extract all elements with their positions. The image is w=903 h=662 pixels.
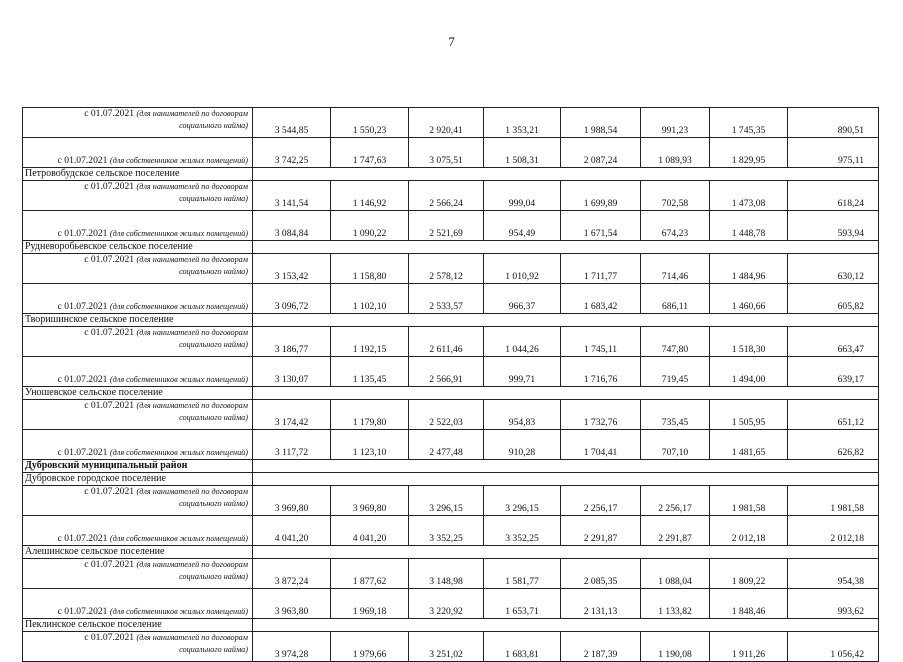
date-prefix: с 01.07.2021 <box>84 632 135 643</box>
tariff-value-cell: 1 809,22 <box>710 559 788 589</box>
tariff-value-cell: 2 256,17 <box>641 486 710 516</box>
section-empty-cell <box>253 168 879 181</box>
district-title: Дубровский муниципальный район <box>23 460 253 473</box>
tariff-value-cell: 3 096,72 <box>253 284 331 314</box>
tariff-value-cell: 3 251,02 <box>409 632 484 662</box>
tariff-value-cell: 2 012,18 <box>710 516 788 546</box>
tariff-value-cell: 966,37 <box>484 284 561 314</box>
date-prefix: с 01.07.2021 <box>57 447 108 458</box>
label-line-2 <box>27 266 248 278</box>
tariff-value-cell: 2 578,12 <box>409 254 484 284</box>
tariff-value-cell: 2 477,48 <box>409 430 484 460</box>
owner-note: (для собственников жилых помещений) <box>109 302 248 311</box>
table-body <box>23 108 879 662</box>
tariff-value-cell: 2 920,41 <box>409 108 484 138</box>
tariff-value-cell: 1 979,66 <box>331 632 409 662</box>
tariff-value-cell: 3 969,80 <box>331 486 409 516</box>
owner-note: (для собственников жилых помещений) <box>109 229 248 238</box>
tariff-value-cell: 2 533,57 <box>409 284 484 314</box>
section-empty-cell <box>253 387 879 400</box>
tenant-note-1: (для нанимателей по договорам <box>136 560 248 569</box>
tariff-value-cell: 630,12 <box>788 254 879 284</box>
row-label <box>23 327 253 357</box>
tariff-value-cell: 1 683,42 <box>561 284 641 314</box>
tariff-value-cell: 1 135,45 <box>331 357 409 387</box>
tariff-value-cell: 3 974,28 <box>253 632 331 662</box>
row-label <box>23 284 253 314</box>
tariff-value-cell: 1 460,66 <box>710 284 788 314</box>
settlement-title: Уношевское сельское поселение <box>23 387 253 400</box>
tariff-value-cell: 2 566,91 <box>409 357 484 387</box>
tariff-value-cell: 3 117,72 <box>253 430 331 460</box>
tariff-value-cell: 3 084,84 <box>253 211 331 241</box>
tariff-value-cell: 3 220,92 <box>409 589 484 619</box>
tariff-value-cell: 719,45 <box>641 357 710 387</box>
date-prefix: с 01.07.2021 <box>57 606 108 617</box>
owner-note: (для собственников жилых помещений) <box>109 607 248 616</box>
label-line-2 <box>27 120 248 132</box>
date-prefix: с 01.07.2021 <box>57 533 108 544</box>
settlement-header-row <box>23 241 879 254</box>
label-line-1 <box>27 254 248 266</box>
settlement-title: Дубровское городское поселение <box>23 473 253 486</box>
date-prefix: с 01.07.2021 <box>57 228 108 239</box>
row-label <box>23 632 253 662</box>
tariff-table <box>22 107 879 662</box>
owner-tariff-row <box>23 211 879 241</box>
row-label <box>23 559 253 589</box>
owner-tariff-row <box>23 138 879 168</box>
tariff-value-cell: 3 352,25 <box>409 516 484 546</box>
tariff-value-cell: 663,47 <box>788 327 879 357</box>
tariff-value-cell: 714,46 <box>641 254 710 284</box>
tenant-note-2: социального найма) <box>179 340 248 349</box>
tenant-tariff-row <box>23 254 879 284</box>
tariff-value-cell: 1 518,30 <box>710 327 788 357</box>
tariff-value-cell: 3 742,25 <box>253 138 331 168</box>
tariff-value-cell: 2 131,13 <box>561 589 641 619</box>
owner-tariff-row <box>23 430 879 460</box>
tenant-note-1: (для нанимателей по договорам <box>136 109 248 118</box>
settlement-header-row <box>23 387 879 400</box>
settlement-title: Алешинское сельское поселение <box>23 546 253 559</box>
label-line-1 <box>27 486 248 498</box>
date-prefix: с 01.07.2021 <box>84 559 135 570</box>
tenant-note-2: социального найма) <box>179 572 248 581</box>
district-header-row <box>23 460 879 473</box>
label-line-2 <box>27 193 248 205</box>
row-label <box>23 486 253 516</box>
settlement-header-row <box>23 546 879 559</box>
settlement-header-row <box>23 619 879 632</box>
tariff-value-cell: 605,82 <box>788 284 879 314</box>
tariff-value-cell: 702,58 <box>641 181 710 211</box>
tariff-value-cell: 626,82 <box>788 430 879 460</box>
tenant-note-2: социального найма) <box>179 194 248 203</box>
tariff-value-cell: 707,10 <box>641 430 710 460</box>
row-label <box>23 357 253 387</box>
tariff-value-cell: 674,23 <box>641 211 710 241</box>
label-line-2 <box>27 498 248 510</box>
label-line-1 <box>27 559 248 571</box>
tariff-value-cell: 4 041,20 <box>331 516 409 546</box>
tariff-value-cell: 1 190,08 <box>641 632 710 662</box>
tariff-value-cell: 3 963,80 <box>253 589 331 619</box>
tariff-value-cell: 3 969,80 <box>253 486 331 516</box>
tariff-value-cell: 1 089,93 <box>641 138 710 168</box>
tariff-value-cell: 593,94 <box>788 211 879 241</box>
tariff-value-cell: 1 088,04 <box>641 559 710 589</box>
tariff-value-cell: 639,17 <box>788 357 879 387</box>
label-line-1 <box>27 108 248 120</box>
tariff-value-cell: 991,23 <box>641 108 710 138</box>
tariff-value-cell: 1 448,78 <box>710 211 788 241</box>
tariff-value-cell: 1 158,80 <box>331 254 409 284</box>
tariff-value-cell: 954,49 <box>484 211 561 241</box>
row-label <box>23 254 253 284</box>
tariff-value-cell: 2 256,17 <box>561 486 641 516</box>
date-prefix: с 01.07.2021 <box>57 155 108 166</box>
tenant-tariff-row <box>23 486 879 516</box>
tenant-note-2: социального найма) <box>179 645 248 654</box>
tariff-value-cell: 3 352,25 <box>484 516 561 546</box>
tariff-value-cell: 1 581,77 <box>484 559 561 589</box>
tariff-value-cell: 1 848,46 <box>710 589 788 619</box>
tenant-note-1: (для нанимателей по договорам <box>136 182 248 191</box>
label-line-1 <box>27 181 248 193</box>
row-label <box>23 211 253 241</box>
section-empty-cell <box>253 314 879 327</box>
date-prefix: с 01.07.2021 <box>57 301 108 312</box>
label-line-2 <box>27 644 248 656</box>
tenant-note-1: (для нанимателей по договорам <box>136 255 248 264</box>
owner-note: (для собственников жилых помещений) <box>109 156 248 165</box>
section-empty-cell <box>253 546 879 559</box>
tenant-note-2: социального найма) <box>179 267 248 276</box>
tariff-value-cell: 1 494,00 <box>710 357 788 387</box>
tariff-value-cell: 1 484,96 <box>710 254 788 284</box>
tariff-value-cell: 999,04 <box>484 181 561 211</box>
tariff-value-cell: 1 981,58 <box>710 486 788 516</box>
settlement-title: Петровобудское сельское поселение <box>23 168 253 181</box>
tenant-note-1: (для нанимателей по договорам <box>136 487 248 496</box>
tariff-value-cell: 2 521,69 <box>409 211 484 241</box>
tariff-value-cell: 1 829,95 <box>710 138 788 168</box>
tariff-value-cell: 651,12 <box>788 400 879 430</box>
tariff-value-cell: 1 745,11 <box>561 327 641 357</box>
tariff-value-cell: 1 473,08 <box>710 181 788 211</box>
tariff-value-cell: 1 353,21 <box>484 108 561 138</box>
tariff-value-cell: 1 010,92 <box>484 254 561 284</box>
tariff-value-cell: 3 174,42 <box>253 400 331 430</box>
tariff-value-cell: 1 090,22 <box>331 211 409 241</box>
tariff-value-cell: 2 291,87 <box>641 516 710 546</box>
tenant-note-1: (для нанимателей по договорам <box>136 401 248 410</box>
date-prefix: с 01.07.2021 <box>84 486 135 497</box>
owner-note: (для собственников жилых помещений) <box>109 448 248 457</box>
owner-note: (для собственников жилых помещений) <box>109 534 248 543</box>
row-label <box>23 430 253 460</box>
tariff-value-cell: 993,62 <box>788 589 879 619</box>
tariff-value-cell: 1 988,54 <box>561 108 641 138</box>
tariff-value-cell: 999,71 <box>484 357 561 387</box>
tariff-value-cell: 1 716,76 <box>561 357 641 387</box>
tenant-note-2: социального найма) <box>179 499 248 508</box>
tariff-value-cell: 2 085,35 <box>561 559 641 589</box>
tariff-value-cell: 2 522,03 <box>409 400 484 430</box>
tariff-value-cell: 890,51 <box>788 108 879 138</box>
tariff-value-cell: 1 179,80 <box>331 400 409 430</box>
tenant-tariff-row <box>23 559 879 589</box>
label-line-2 <box>27 571 248 583</box>
tariff-value-cell: 1 192,15 <box>331 327 409 357</box>
tariff-value-cell: 910,28 <box>484 430 561 460</box>
tariff-value-cell: 3 148,98 <box>409 559 484 589</box>
label-line-2 <box>27 412 248 424</box>
tenant-note-1: (для нанимателей по договорам <box>136 328 248 337</box>
row-label <box>23 108 253 138</box>
tariff-value-cell: 3 296,15 <box>484 486 561 516</box>
tariff-value-cell: 1 699,89 <box>561 181 641 211</box>
owner-tariff-row <box>23 357 879 387</box>
tenant-note-2: социального найма) <box>179 121 248 130</box>
row-label <box>23 181 253 211</box>
tenant-note-2: социального найма) <box>179 413 248 422</box>
tariff-value-cell: 735,45 <box>641 400 710 430</box>
tariff-value-cell: 1 747,63 <box>331 138 409 168</box>
tariff-value-cell: 1 704,41 <box>561 430 641 460</box>
owner-tariff-row <box>23 284 879 314</box>
tariff-value-cell: 1 123,10 <box>331 430 409 460</box>
tariff-value-cell: 1 102,10 <box>331 284 409 314</box>
tariff-value-cell: 1 653,71 <box>484 589 561 619</box>
tariff-value-cell: 2 611,46 <box>409 327 484 357</box>
tariff-value-cell: 2 566,24 <box>409 181 484 211</box>
tariff-value-cell: 1 508,31 <box>484 138 561 168</box>
section-empty-cell <box>253 460 879 473</box>
settlement-title: Творишинское сельское поселение <box>23 314 253 327</box>
label-line-1 <box>27 632 248 644</box>
tariff-value-cell: 1 056,42 <box>788 632 879 662</box>
tariff-value-cell: 618,24 <box>788 181 879 211</box>
date-prefix: с 01.07.2021 <box>57 374 108 385</box>
tariff-value-cell: 1 877,62 <box>331 559 409 589</box>
settlement-title: Рудневоробьевское сельское поселение <box>23 241 253 254</box>
tariff-value-cell: 2 087,24 <box>561 138 641 168</box>
tenant-note-1: (для нанимателей по договорам <box>136 633 248 642</box>
tariff-value-cell: 3 075,51 <box>409 138 484 168</box>
date-prefix: с 01.07.2021 <box>84 181 135 192</box>
tariff-value-cell: 1 911,26 <box>710 632 788 662</box>
date-prefix: с 01.07.2021 <box>84 400 135 411</box>
owner-tariff-row <box>23 516 879 546</box>
tariff-value-cell: 1 711,77 <box>561 254 641 284</box>
tariff-value-cell: 3 141,54 <box>253 181 331 211</box>
date-prefix: с 01.07.2021 <box>84 108 135 119</box>
tariff-value-cell: 954,38 <box>788 559 879 589</box>
tariff-value-cell: 2 187,39 <box>561 632 641 662</box>
date-prefix: с 01.07.2021 <box>84 254 135 265</box>
tariff-value-cell: 1 671,54 <box>561 211 641 241</box>
tariff-value-cell: 1 133,82 <box>641 589 710 619</box>
tariff-value-cell: 1 745,35 <box>710 108 788 138</box>
row-label <box>23 516 253 546</box>
tariff-value-cell: 3 186,77 <box>253 327 331 357</box>
tenant-tariff-row <box>23 327 879 357</box>
tariff-value-cell: 1 505,95 <box>710 400 788 430</box>
tariff-value-cell: 686,11 <box>641 284 710 314</box>
owner-tariff-row <box>23 589 879 619</box>
tenant-tariff-row <box>23 400 879 430</box>
tariff-value-cell: 3 296,15 <box>409 486 484 516</box>
section-empty-cell <box>253 241 879 254</box>
label-line-1 <box>27 327 248 339</box>
settlement-header-row <box>23 314 879 327</box>
page-number: 7 <box>448 34 455 49</box>
row-label <box>23 589 253 619</box>
tariff-value-cell: 975,11 <box>788 138 879 168</box>
tariff-value-cell: 2 291,87 <box>561 516 641 546</box>
label-line-2 <box>27 339 248 351</box>
label-line-1 <box>27 400 248 412</box>
tariff-value-cell: 1 969,18 <box>331 589 409 619</box>
settlement-header-row <box>23 168 879 181</box>
tariff-value-cell: 3 130,07 <box>253 357 331 387</box>
tenant-tariff-row <box>23 181 879 211</box>
section-empty-cell <box>253 473 879 486</box>
tenant-tariff-row <box>23 632 879 662</box>
tariff-value-cell: 1 732,76 <box>561 400 641 430</box>
owner-note: (для собственников жилых помещений) <box>109 375 248 384</box>
tariff-value-cell: 2 012,18 <box>788 516 879 546</box>
tariff-value-cell: 4 041,20 <box>253 516 331 546</box>
tariff-value-cell: 1 044,26 <box>484 327 561 357</box>
tariff-value-cell: 3 544,85 <box>253 108 331 138</box>
tariff-value-cell: 747,80 <box>641 327 710 357</box>
settlement-header-row <box>23 473 879 486</box>
tariff-value-cell: 3 872,24 <box>253 559 331 589</box>
tariff-value-cell: 3 153,42 <box>253 254 331 284</box>
settlement-title: Пеклинское сельское поселение <box>23 619 253 632</box>
date-prefix: с 01.07.2021 <box>84 327 135 338</box>
tenant-tariff-row <box>23 108 879 138</box>
tariff-value-cell: 1 146,92 <box>331 181 409 211</box>
section-empty-cell <box>253 619 879 632</box>
tariff-value-cell: 1 683,81 <box>484 632 561 662</box>
tariff-value-cell: 1 481,65 <box>710 430 788 460</box>
tariff-value-cell: 1 550,23 <box>331 108 409 138</box>
tariff-value-cell: 954,83 <box>484 400 561 430</box>
tariff-value-cell: 1 981,58 <box>788 486 879 516</box>
row-label <box>23 400 253 430</box>
row-label <box>23 138 253 168</box>
